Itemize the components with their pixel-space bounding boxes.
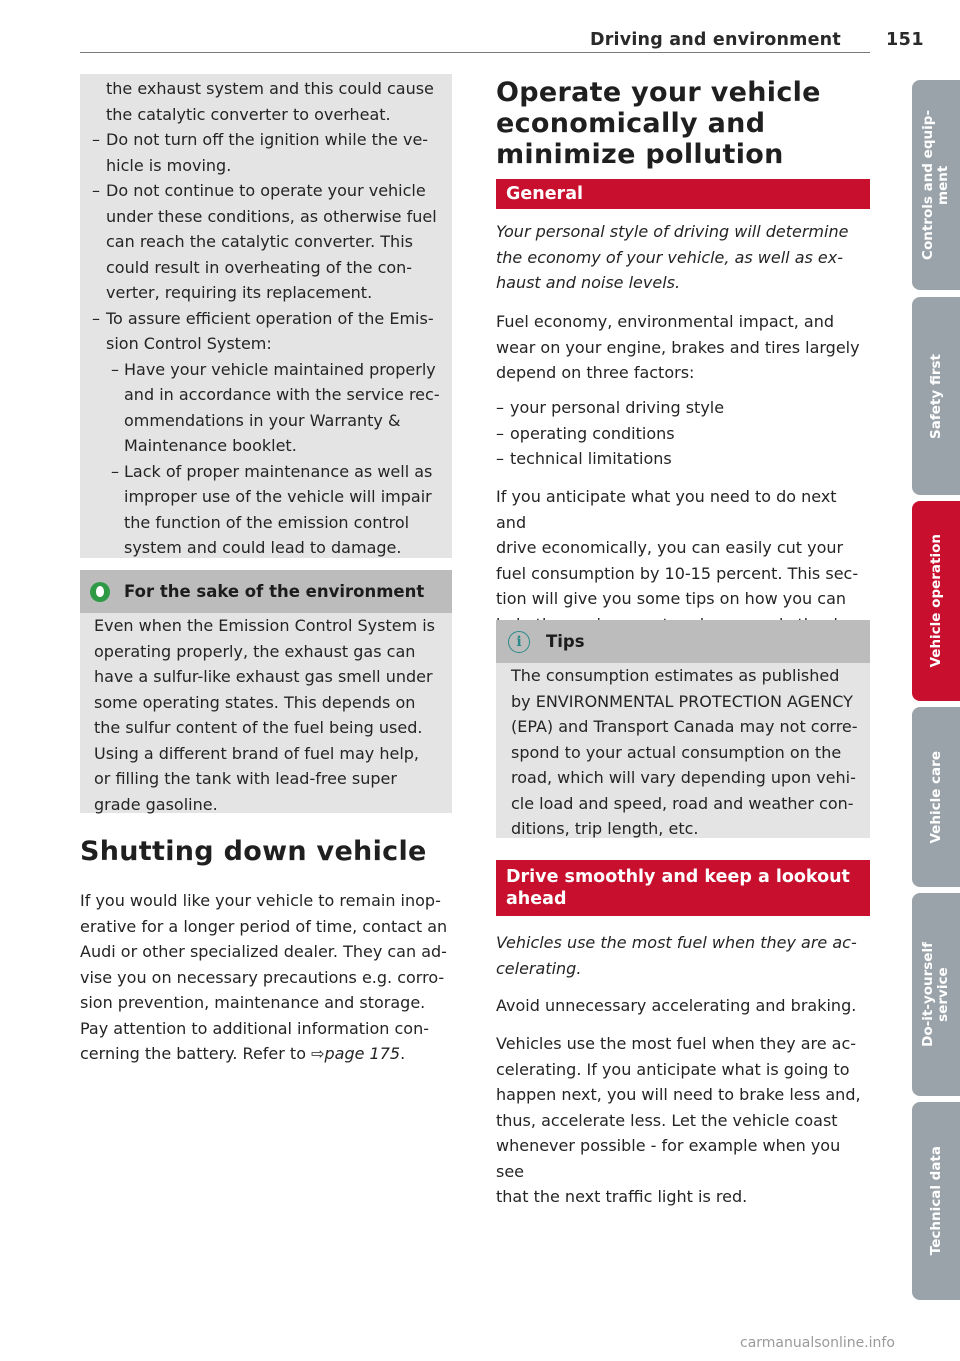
environment-leaf-icon: [90, 582, 110, 602]
paragraph-line: fuel consumption by 10-15 percent. This sec-: [496, 563, 859, 583]
shutdown-line-text: cerning the battery. Refer to: [80, 1044, 312, 1063]
page-reference-link[interactable]: [311, 1044, 400, 1063]
paragraph-line: If you anticipate what you need to do next and: [496, 487, 837, 532]
shutdown-line: [80, 1041, 452, 1067]
running-header-title: Driving and environment: [590, 30, 841, 50]
shutdown-line: vise you on necessary precautions e.g. corro-: [80, 967, 445, 987]
tab-controls-and-equipment[interactable]: [912, 80, 960, 290]
drive-intro-italic: [496, 930, 870, 981]
page-number: 151: [886, 30, 925, 50]
factor-text: your personal driving style: [510, 398, 725, 417]
bullet-line: – Have your vehicle maintained properly: [124, 359, 436, 379]
environment-box-title: For the sake of the environment: [124, 582, 425, 601]
general-paragraph-2: [496, 484, 870, 637]
intro-line: Your personal style of driving will determine: [496, 222, 849, 241]
drive-paragraph: [496, 1031, 870, 1210]
bullet-line: – Lack of proper maintenance as well as: [124, 461, 433, 481]
tab-label: Vehicle operation: [927, 534, 944, 668]
environment-line: Using a different brand of fuel may help,: [94, 743, 419, 763]
tab-label: Controls and equip- ment: [920, 110, 951, 260]
tips-box-body: [496, 663, 870, 838]
shutdown-line: If you would like your vehicle to remain inop-: [80, 891, 441, 910]
avoid-paragraph: Avoid unnecessary accelerating and braking.: [496, 996, 857, 1015]
intro-line: Vehicles use the most fuel when they are ac-: [496, 933, 857, 952]
factor-item: [496, 395, 870, 421]
tab-vehicle-care[interactable]: [912, 707, 960, 887]
paragraph-line: that the next traffic light is red.: [496, 1187, 748, 1206]
environment-line: or filling the tank with lead-free super: [94, 769, 397, 788]
factor-text: technical limitations: [510, 449, 672, 468]
page-reference-text: page 175: [324, 1044, 401, 1063]
paragraph-line: thus, accelerate less. Let the vehicle coast: [496, 1110, 838, 1130]
paragraph-line: whenever possible - for example when you see: [496, 1136, 841, 1181]
shutdown-line: sion prevention, maintenance and storage.: [80, 993, 426, 1012]
header-divider: [80, 52, 870, 53]
heading-line: Operate your vehicle: [496, 77, 821, 108]
bullet-line: and in accordance with the service rec-: [124, 385, 440, 404]
environment-line: some operating states. This depends on: [94, 692, 416, 712]
intro-line: haust and noise levels.: [496, 273, 681, 292]
paragraph-line: tion will give you some tips on how you can: [496, 589, 847, 608]
shutdown-line: Audi or other specialized dealer. They can ad-: [80, 942, 447, 961]
environment-line: have a sulfur-like exhaust gas smell under: [94, 667, 433, 686]
bullet-line: – Do not turn off the ignition while the ve-: [106, 130, 429, 149]
tab-label: Technical data: [927, 1146, 944, 1256]
bar-line: ahead: [506, 889, 567, 909]
bullet-line: under these conditions, as otherwise fuel: [106, 206, 437, 226]
bullet-line: hicle is moving.: [106, 155, 232, 175]
bullet-line: could result in overheating of the con-: [106, 257, 413, 277]
tips-box-title: Tips: [546, 632, 585, 651]
general-intro-italic: [496, 219, 870, 296]
warning-continuation-box: [80, 74, 452, 558]
shutdown-paragraph: [80, 888, 452, 1067]
bullet-line: verter, requiring its replacement.: [106, 283, 373, 302]
tips-line: road, which will vary depending upon vehi-: [511, 768, 856, 787]
arrow-right-icon: ⇨: [311, 1044, 325, 1063]
section-heading-shutting-down: Shutting down vehicle: [80, 836, 427, 867]
warning-bullet: [80, 306, 452, 357]
tab-safety-first[interactable]: [912, 297, 960, 495]
tips-line: by ENVIRONMENTAL PROTECTION AGENCY: [511, 691, 853, 711]
factor-text: operating conditions: [510, 423, 675, 443]
intro-line: the economy of your vehicle, as well as ex-: [496, 247, 844, 267]
shutdown-line-suffix: .: [400, 1044, 406, 1063]
paragraph-line: happen next, you will need to brake less and,: [496, 1085, 861, 1104]
environment-line: operating properly, the exhaust gas can: [94, 641, 416, 661]
environment-line: Even when the Emission Control System is: [94, 616, 436, 635]
paragraph-line: wear on your engine, brakes and tires largely: [496, 337, 860, 357]
tips-line: ditions, trip length, etc.: [511, 819, 699, 838]
paragraph-line: Fuel economy, environmental impact, and: [496, 312, 834, 331]
bullet-line: ommendations in your Warranty &: [124, 410, 401, 430]
tab-vehicle-operation[interactable]: [912, 501, 960, 701]
paragraph-line: depend on three factors:: [496, 363, 695, 382]
warning-line: the exhaust system and this could cause: [106, 79, 434, 98]
bullet-line: improper use of the vehicle will impair: [124, 487, 432, 506]
tips-line: The consumption estimates as published: [511, 666, 840, 685]
heading-line: minimize pollution: [496, 139, 784, 170]
bullet-line: – Do not continue to operate your vehicle: [106, 181, 426, 200]
factor-item: [496, 421, 870, 447]
shutdown-line: erative for a longer period of time, contact an: [80, 916, 448, 936]
paragraph-line: celerating. If you anticipate what is going to: [496, 1059, 850, 1079]
tab-technical-data[interactable]: [912, 1102, 960, 1300]
environment-line: the sulfur content of the fuel being used.: [94, 718, 423, 737]
bullet-line: system and could lead to damage.: [124, 538, 402, 557]
paragraph-line: Vehicles use the most fuel when they are ac-: [496, 1034, 857, 1053]
warning-line: the catalytic converter to overheat.: [106, 104, 391, 124]
factors-list: [496, 395, 870, 472]
footer-watermark: carmanualsonline.info: [740, 1335, 895, 1351]
tips-line: (EPA) and Transport Canada may not corre-: [511, 717, 858, 736]
tips-box-header: [496, 620, 870, 663]
environment-box-body: [80, 613, 452, 813]
bullet-line: the function of the emission control: [124, 512, 410, 532]
warning-bullet: [80, 178, 452, 306]
tips-line: cle load and speed, road and weather con-: [511, 793, 854, 813]
bullet-line: sion Control System:: [106, 334, 272, 353]
info-icon: i: [508, 631, 530, 653]
warning-sub-bullet: [80, 459, 452, 561]
warning-bullet: [80, 127, 452, 178]
factor-item: [496, 446, 870, 472]
tab-label: Do-it-yourself service: [920, 942, 951, 1047]
warning-sub-bullet: [80, 357, 452, 459]
tips-line: spond to your actual consumption on the: [511, 742, 842, 762]
environment-line: grade gasoline.: [94, 794, 218, 814]
subsection-bar-general: General: [496, 179, 870, 209]
bullet-line: – To assure efficient operation of the Emis-: [106, 308, 434, 328]
subsection-bar-drive-smoothly: [496, 860, 870, 916]
bullet-line: can reach the catalytic converter. This: [106, 232, 413, 251]
tab-label: Safety first: [927, 353, 944, 439]
section-heading-operate-economically: [496, 77, 821, 170]
bullet-line: Maintenance booklet.: [124, 436, 297, 455]
heading-line: economically and: [496, 108, 766, 139]
tab-label: Vehicle care: [927, 750, 944, 844]
shutdown-line: Pay attention to additional information con-: [80, 1018, 429, 1038]
intro-line: celerating.: [496, 958, 582, 978]
environment-box-header: [80, 570, 452, 613]
paragraph-line: drive economically, you can easily cut your: [496, 538, 844, 557]
bar-line: Drive smoothly and keep a lookout: [506, 867, 850, 887]
tab-do-it-yourself-service[interactable]: [912, 893, 960, 1096]
general-paragraph-1: [496, 309, 870, 386]
